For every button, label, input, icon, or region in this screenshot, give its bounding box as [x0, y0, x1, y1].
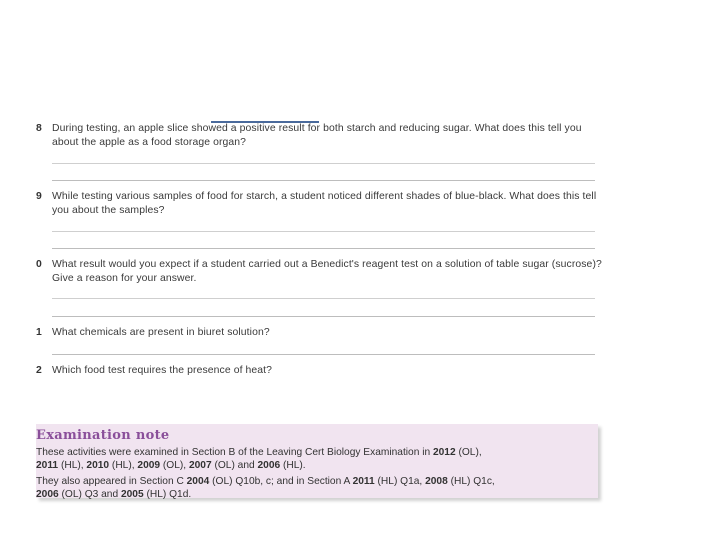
answer-line: [52, 298, 595, 299]
answer-line: [52, 354, 595, 355]
question-12: [36, 364, 606, 378]
question-number: 1: [36, 327, 42, 338]
question-text: What result would you expect if a student carried out a Benedict's reagent test on a solution of table sugar (sucrose)? Give a reason for your answer.: [52, 259, 602, 284]
question-text: Which food test requires the presence of heat?: [52, 365, 273, 376]
note-year: 2007: [188, 460, 212, 471]
question-text: During testing, an apple slice showed a positive result for both starch and reducing sugar. What does this tell you about the apple as a food storage organ?: [52, 123, 582, 148]
note-text: (HL) Q1a,: [374, 476, 426, 487]
note-year: 2010: [86, 460, 110, 471]
examination-note-line: [36, 446, 596, 460]
examination-note-title: Examination note: [36, 428, 170, 443]
note-text: (OL),: [160, 460, 189, 471]
note-text: (HL),: [109, 460, 138, 471]
note-text: (OL) Q10b, c; and in Section A: [209, 476, 353, 487]
question-9: [36, 190, 606, 218]
question-text: While testing various samples of food for starch, a student noticed different shades of blue-black. What does this tell you about the samples?: [52, 191, 597, 216]
note-year: 2008: [425, 476, 448, 487]
question-number: 9: [36, 191, 42, 202]
note-text: (OL) Q3 and: [58, 489, 121, 500]
note-text: (OL) and: [211, 460, 258, 471]
examination-note-box: [36, 424, 598, 498]
answer-line: [52, 180, 595, 181]
note-year: 2009: [137, 460, 161, 471]
note-text: (HL) Q1d.: [143, 489, 192, 500]
answer-line: [52, 163, 595, 164]
examination-note-line: [36, 488, 596, 502]
note-year: 2012: [432, 447, 456, 458]
note-text: These activities were examined in Section B of the Leaving Cert Biology Examination in: [36, 447, 433, 458]
question-number: 2: [36, 365, 42, 376]
note-year: 2004: [186, 476, 210, 487]
text-highlight-mark: [211, 121, 319, 123]
question-number: 8: [36, 123, 42, 134]
question-number: 0: [36, 259, 42, 270]
note-year: 2005: [120, 489, 144, 500]
note-text: They also appeared in Section C: [36, 476, 187, 487]
note-year: 2011: [352, 476, 375, 487]
question-8: [36, 122, 606, 150]
note-year: 2011: [36, 460, 59, 471]
answer-line: [52, 248, 595, 249]
question-text: What chemicals are present in biuret solution?: [52, 327, 270, 338]
note-text: (OL),: [455, 447, 482, 458]
note-text: (HL) Q1c,: [447, 476, 495, 487]
answer-line: [52, 316, 595, 317]
examination-note-line: [36, 459, 596, 473]
question-10: [36, 258, 606, 286]
question-11: [36, 326, 606, 340]
answer-line: [52, 231, 595, 232]
examination-note-line: [36, 475, 596, 489]
note-text: (HL),: [58, 460, 87, 471]
note-year: 2006: [257, 460, 281, 471]
note-text: (HL).: [280, 460, 306, 471]
note-year: 2006: [36, 489, 59, 500]
